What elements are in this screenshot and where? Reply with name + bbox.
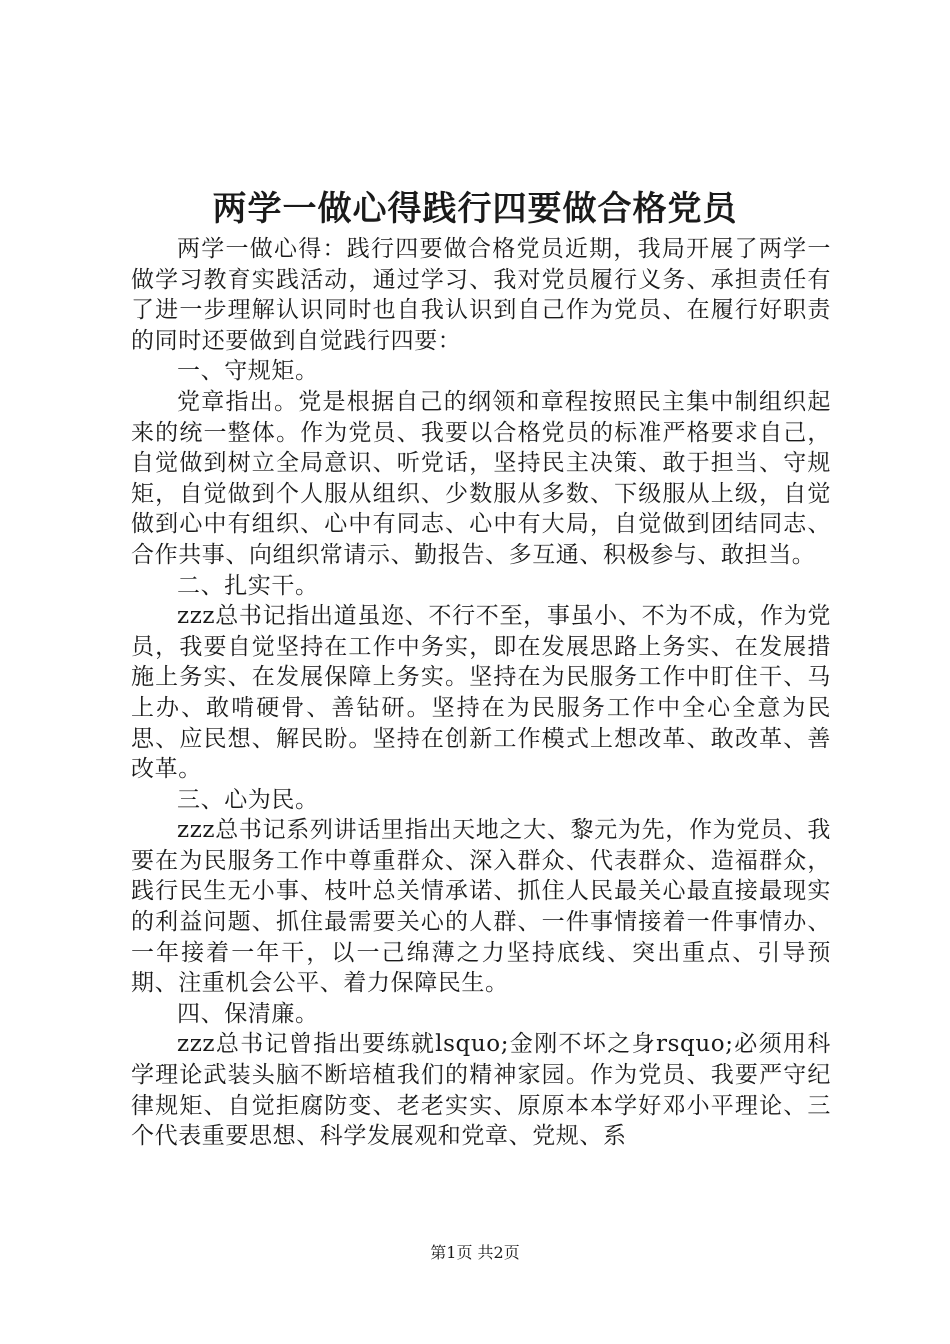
section-heading-4: 四、保清廉。 [177, 1000, 319, 1027]
paragraph-section-2: zzz总书记指出道虽迩、不行不至，事虽小、不为不成，作为党员，我要自觉坚持在工作中务实，即在发展思路上务实、在发展措施上务实、在发展保障上务实。坚持在为民服务工作中盯住干、马上办、敢啃硬骨、善钻研。坚持在为民服务工作中全心全意为民思、应民想、解民盼。坚持在创新工作模式上想改革、敢改革、善改革。 [131, 603, 831, 783]
paragraph-section-4: zzz总书记曾指出要练就lsquo;金刚不坏之身rsquo;必须用科学理论武装头脑不断培植我们的精神家园。作为党员、我要严守纪律规矩、自觉拒腐防变、老老实实、原原本本学好邓小平理论、三个代表重要思想、科学发展观和党章、党规、系 [131, 1031, 831, 1150]
document-body [131, 234, 831, 1152]
paragraph-section-3: zzz总书记系列讲话里指出天地之大、黎元为先，作为党员、我要在为民服务工作中尊重群众、深入群众、代表群众、造福群众，践行民生无小事、枝叶总关情承诺、抓住人民最关心最直接最现实的利益问题、抓住最需要关心的人群、一件事情接着一件事情办、一年接着一年干，以一己绵薄之力坚持底线、突出重点、引导预期、注重机会公平、着力保障民生。 [131, 817, 831, 997]
paragraph-section-1: 党章指出。党是根据自己的纲领和章程按照民主集中制组织起来的统一整体。作为党员、我要以合格党员的标准严格要求自己，自觉做到树立全局意识、听党话，坚持民主决策、敢于担当、守规矩，自觉做到个人服从组织、少数服从多数、下级服从上级，自觉做到心中有组织、心中有同志、心中有大局，自觉做到团结同志、合作共事、向组织常请示、勤报告、多互通、积极参与、敢担当。 [131, 388, 831, 568]
section-heading-3: 三、心为民。 [177, 786, 319, 813]
paragraph-intro: 两学一做心得：践行四要做合格党员近期，我局开展了两学一做学习教育实践活动，通过学习、我对党员履行义务、承担责任有了进一步理解认识同时也自我认识到自己作为党员、在履行好职责的同时还要做到自觉践行四要： [131, 236, 831, 354]
section-heading-2: 二、扎实干。 [177, 572, 319, 599]
page-number-footer: 第1页 共2页 [430, 1243, 520, 1262]
document-title: 两学一做心得践行四要做合格党员 [212, 189, 738, 229]
section-heading-1: 一、守规矩。 [177, 358, 319, 385]
